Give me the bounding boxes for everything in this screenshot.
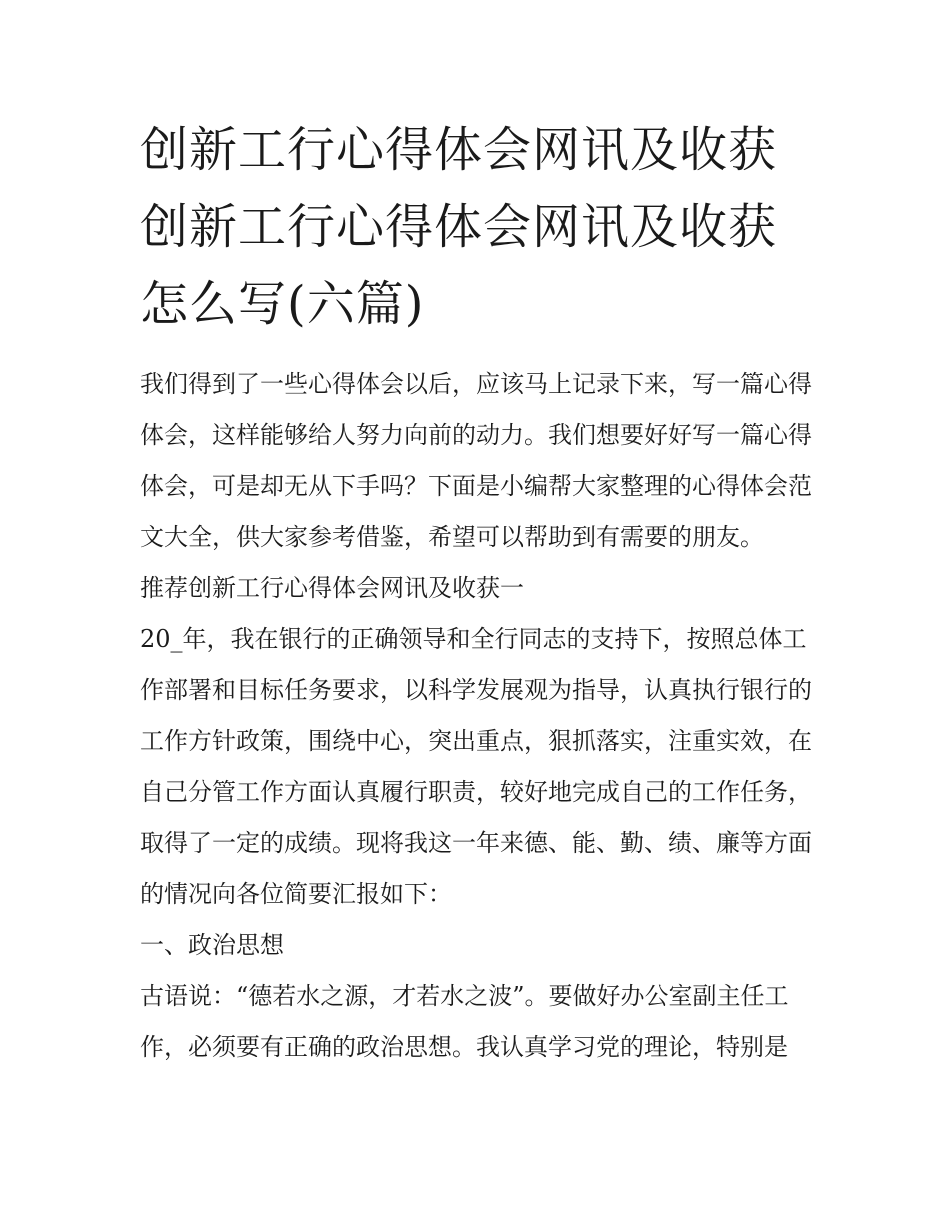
document-page [140,112,820,1073]
intro-paragraph: 我们得到了一些心得体会以后，应该马上记录下来，写一篇心得体会，这样能够给人努力向前的动力。我们想要好好写一篇心得体会，可是却无从下手吗？下面是小编帮大家整理的心得体会范文大全，供大家参考借鉴，希望可以帮助到有需要的朋友。 [140,370,812,551]
section-title: 推荐创新工行心得体会网讯及收获一 [140,574,524,602]
subheading-political-thought: 一、政治思想 [140,931,284,959]
body-paragraph-1: 20_年，我在银行的正确领导和全行同志的支持下，按照总体工作部署和目标任务要求，以科学发展观为指导，认真执行银行的工作方针政策，围绕中心，突出重点，狠抓落实，注重实效，在自己分管工作方面认真履行职责，较好地完成自己的工作任务，取得了一定的成绩。现将我这一年来德、能、勤、绩、廉等方面的情况向各位简要汇报如下： [140,625,812,908]
document-title: 创新工行心得体会网讯及收获创新工行心得体会网讯及收获怎么写(六篇) [140,122,778,332]
body-paragraph-2: 古语说：“德若水之源，才若水之波”。要做好办公室副主任工作，必须要有正确的政治思想。我认真学习党的理论，特别是 [140,982,789,1061]
